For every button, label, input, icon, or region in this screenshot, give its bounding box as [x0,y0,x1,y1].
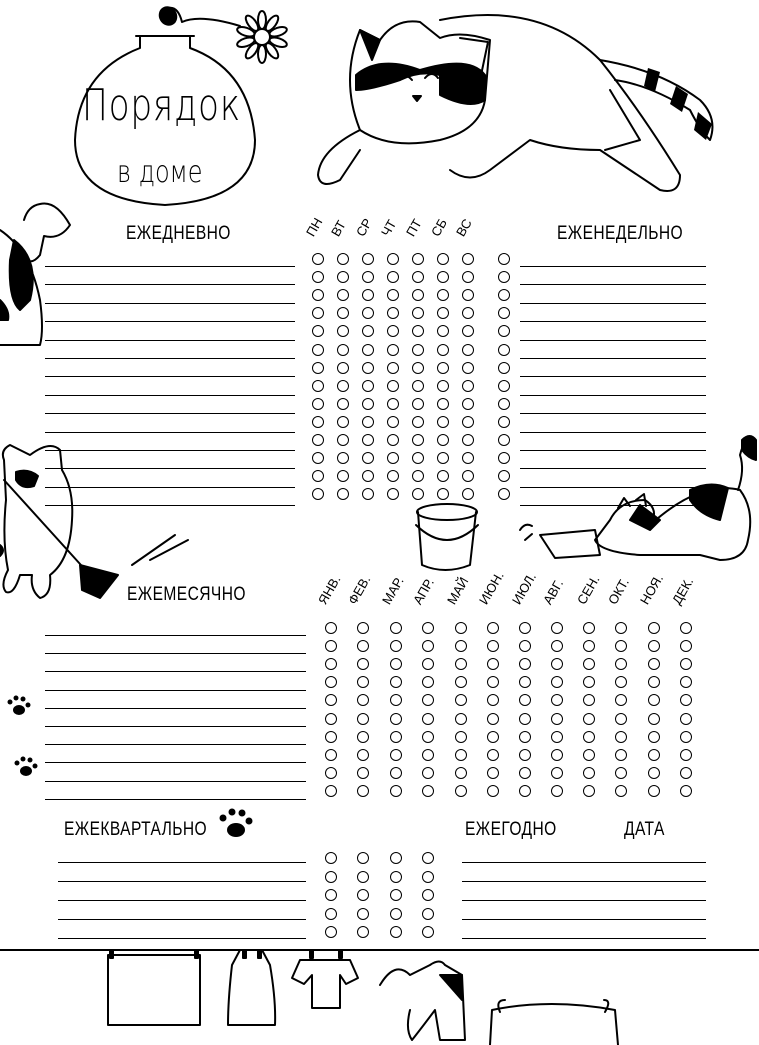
yearly-task-line[interactable] [462,862,706,863]
monthly-checkbox[interactable] [422,713,434,725]
daily-checkbox[interactable] [312,416,324,428]
daily-checkbox[interactable] [462,398,474,410]
daily-checkbox[interactable] [387,271,399,283]
weekly-task-line[interactable] [520,505,706,506]
monthly-checkbox[interactable] [519,731,531,743]
monthly-checkbox[interactable] [519,767,531,779]
daily-checkbox[interactable] [362,398,374,410]
daily-checkbox[interactable] [387,344,399,356]
monthly-checkbox[interactable] [680,731,692,743]
daily-task-line[interactable] [45,284,295,285]
monthly-checkbox[interactable] [583,785,595,797]
monthly-checkbox[interactable] [487,731,499,743]
monthly-checkbox[interactable] [487,785,499,797]
quarterly-task-line[interactable] [58,900,306,901]
monthly-checkbox[interactable] [615,622,627,634]
monthly-checkbox[interactable] [615,713,627,725]
monthly-task-line[interactable] [45,781,306,782]
quarterly-checkbox[interactable] [390,871,402,883]
monthly-checkbox[interactable] [357,767,369,779]
monthly-checkbox[interactable] [615,749,627,761]
weekly-task-line[interactable] [520,450,706,451]
monthly-checkbox[interactable] [325,767,337,779]
monthly-checkbox[interactable] [583,749,595,761]
daily-task-line[interactable] [45,266,295,267]
monthly-checkbox[interactable] [455,640,467,652]
daily-task-line[interactable] [45,450,295,451]
month-label: ИЮЛ. [509,570,540,607]
monthly-task-line[interactable] [45,799,306,800]
monthly-checkbox[interactable] [357,731,369,743]
daily-checkbox[interactable] [337,452,349,464]
daily-task-line[interactable] [45,505,295,506]
monthly-task-line[interactable] [45,635,306,636]
daily-checkbox[interactable] [462,452,474,464]
daily-checkbox[interactable] [462,380,474,392]
month-label: ОКТ. [605,575,632,607]
monthly-checkbox[interactable] [615,731,627,743]
quarterly-checkbox[interactable] [357,926,369,938]
daily-checkbox[interactable] [462,271,474,283]
monthly-checkbox[interactable] [390,640,402,652]
monthly-task-line[interactable] [45,653,306,654]
monthly-checkbox[interactable] [487,640,499,652]
weekday-label: ВТ [328,217,349,239]
weekday-label: СР [353,215,376,239]
daily-checkbox[interactable] [462,416,474,428]
monthly-checkbox[interactable] [680,622,692,634]
monthly-checkbox[interactable] [390,767,402,779]
peeking-cat-left-top [0,203,70,345]
weekly-checkbox[interactable] [498,398,510,410]
monthly-checkbox[interactable] [422,731,434,743]
monthly-checkbox[interactable] [422,785,434,797]
daily-checkbox[interactable] [387,434,399,446]
daily-task-line[interactable] [45,376,295,377]
monthly-checkbox[interactable] [648,749,660,761]
daily-checkbox[interactable] [362,434,374,446]
month-label: МАЙ [444,574,472,607]
daily-checkbox[interactable] [462,362,474,374]
daily-checkbox[interactable] [312,253,324,265]
daily-checkbox[interactable] [437,452,449,464]
daily-checkbox[interactable] [462,434,474,446]
daily-checkbox[interactable] [462,253,474,265]
monthly-checkbox[interactable] [583,713,595,725]
yearly-task-line[interactable] [462,881,706,882]
daily-checkbox[interactable] [412,362,424,374]
section-weekly-title: ЕЖЕНЕДЕЛЬНО [557,223,684,244]
daily-checkbox[interactable] [412,416,424,428]
monthly-checkbox[interactable] [680,785,692,797]
weekly-task-line[interactable] [520,303,706,304]
section-monthly-title: ЕЖЕМЕСЯЧНО [127,584,246,605]
daily-checkbox[interactable] [387,416,399,428]
daily-checkbox[interactable] [312,452,324,464]
monthly-checkbox[interactable] [583,767,595,779]
weekday-label: ПН [303,215,326,239]
monthly-checkbox[interactable] [325,731,337,743]
monthly-checkbox[interactable] [551,731,563,743]
monthly-checkbox[interactable] [455,749,467,761]
paw-icon [8,696,253,838]
weekly-task-line[interactable] [520,432,706,433]
monthly-checkbox[interactable] [519,785,531,797]
daily-checkbox[interactable] [437,416,449,428]
quarterly-checkbox[interactable] [325,926,337,938]
daily-task-line[interactable] [45,468,295,469]
monthly-checkbox[interactable] [551,622,563,634]
monthly-checkbox[interactable] [390,622,402,634]
daily-checkbox[interactable] [337,362,349,374]
quarterly-checkbox[interactable] [390,889,402,901]
daily-task-line[interactable] [45,358,295,359]
quarterly-checkbox[interactable] [422,908,434,920]
monthly-checkbox[interactable] [357,785,369,797]
monthly-task-line[interactable] [45,708,306,709]
daily-checkbox[interactable] [337,271,349,283]
monthly-checkbox[interactable] [680,767,692,779]
weekly-task-line[interactable] [520,321,706,322]
monthly-checkbox[interactable] [551,767,563,779]
section-quarterly-title: ЕЖЕКВАРТАЛЬНО [64,819,208,840]
month-label: ФЕВ. [345,572,374,607]
daily-checkbox[interactable] [412,398,424,410]
quarterly-checkbox[interactable] [325,889,337,901]
daily-checkbox[interactable] [337,416,349,428]
monthly-checkbox[interactable] [357,640,369,652]
monthly-checkbox[interactable] [455,731,467,743]
weekly-task-line[interactable] [520,395,706,396]
daily-checkbox[interactable] [412,344,424,356]
daily-checkbox[interactable] [362,253,374,265]
daily-checkbox[interactable] [337,398,349,410]
yearly-task-line[interactable] [462,900,706,901]
weekly-checkbox[interactable] [498,434,510,446]
section-yearly-title: ЕЖЕГОДНО [465,819,557,840]
daily-checkbox[interactable] [412,271,424,283]
monthly-task-line[interactable] [45,671,306,672]
weekly-task-line[interactable] [520,487,706,488]
monthly-checkbox[interactable] [648,767,660,779]
quarterly-checkbox[interactable] [357,852,369,864]
daily-checkbox[interactable] [412,253,424,265]
weekly-checkbox[interactable] [498,344,510,356]
quarterly-checkbox[interactable] [422,852,434,864]
monthly-checkbox[interactable] [357,749,369,761]
daily-task-line[interactable] [45,487,295,488]
weekly-task-line[interactable] [520,358,706,359]
daily-checkbox[interactable] [362,380,374,392]
quarterly-checkbox[interactable] [390,852,402,864]
daily-checkbox[interactable] [437,253,449,265]
monthly-checkbox[interactable] [648,785,660,797]
monthly-checkbox[interactable] [519,713,531,725]
quarterly-task-line[interactable] [58,919,306,920]
weekly-checkbox[interactable] [498,416,510,428]
daily-checkbox[interactable] [412,434,424,446]
weekly-checkbox[interactable] [498,362,510,374]
monthly-checkbox[interactable] [487,767,499,779]
daily-checkbox[interactable] [312,380,324,392]
yearly-task-line[interactable] [462,938,706,939]
daily-checkbox[interactable] [437,398,449,410]
daily-checkbox[interactable] [362,344,374,356]
monthly-checkbox[interactable] [615,767,627,779]
monthly-checkbox[interactable] [583,731,595,743]
quarterly-task-line[interactable] [58,938,306,939]
monthly-checkbox[interactable] [422,622,434,634]
monthly-checkbox[interactable] [519,749,531,761]
quarterly-checkbox[interactable] [357,889,369,901]
monthly-checkbox[interactable] [422,640,434,652]
quarterly-checkbox[interactable] [422,871,434,883]
daily-checkbox[interactable] [362,416,374,428]
quarterly-checkbox[interactable] [325,852,337,864]
section-daily-title: ЕЖЕДНЕВНО [126,223,231,244]
monthly-checkbox[interactable] [357,622,369,634]
month-label: ИЮН. [476,568,507,607]
daily-checkbox[interactable] [412,380,424,392]
monthly-checkbox[interactable] [583,622,595,634]
quarterly-checkbox[interactable] [325,908,337,920]
daily-checkbox[interactable] [412,452,424,464]
flower-icon [236,11,288,63]
monthly-checkbox[interactable] [551,749,563,761]
weekday-label: ПТ [403,216,425,239]
monthly-checkbox[interactable] [615,640,627,652]
monthly-checkbox[interactable] [519,622,531,634]
daily-checkbox[interactable] [312,434,324,446]
daily-checkbox[interactable] [337,253,349,265]
monthly-task-line[interactable] [45,690,306,691]
quarterly-checkbox[interactable] [357,908,369,920]
monthly-checkbox[interactable] [325,713,337,725]
monthly-checkbox[interactable] [680,713,692,725]
daily-checkbox[interactable] [437,344,449,356]
monthly-checkbox[interactable] [325,622,337,634]
monthly-checkbox[interactable] [390,713,402,725]
page-title: Порядок [82,80,241,131]
daily-task-line[interactable] [45,303,295,304]
weekday-label: СБ [428,215,450,239]
yearly-task-line[interactable] [462,919,706,920]
weekly-checkbox[interactable] [498,253,510,265]
daily-task-line[interactable] [45,413,295,414]
daily-checkbox[interactable] [312,344,324,356]
monthly-checkbox[interactable] [325,640,337,652]
daily-task-line[interactable] [45,432,295,433]
daily-checkbox[interactable] [387,398,399,410]
month-label: ДЕК. [669,574,697,607]
daily-checkbox[interactable] [437,434,449,446]
monthly-checkbox[interactable] [455,767,467,779]
monthly-checkbox[interactable] [487,622,499,634]
weekday-label: ВС [453,216,475,239]
monthly-checkbox[interactable] [615,785,627,797]
monthly-checkbox[interactable] [487,713,499,725]
daily-checkbox[interactable] [387,362,399,374]
month-label: МАР. [379,574,407,607]
section-date-title: ДАТА [624,819,665,840]
monthly-checkbox[interactable] [390,731,402,743]
monthly-checkbox[interactable] [519,640,531,652]
monthly-checkbox[interactable] [455,622,467,634]
monthly-checkbox[interactable] [551,785,563,797]
weekday-label: ЧТ [378,217,400,239]
quarterly-task-line[interactable] [58,881,306,882]
weekly-task-line[interactable] [520,413,706,414]
bucket-icon [416,504,478,570]
daily-checkbox[interactable] [312,398,324,410]
monthly-checkbox[interactable] [680,640,692,652]
daily-checkbox[interactable] [312,271,324,283]
daily-checkbox[interactable] [387,380,399,392]
quarterly-checkbox[interactable] [390,926,402,938]
daily-checkbox[interactable] [337,434,349,446]
monthly-checkbox[interactable] [551,640,563,652]
monthly-checkbox[interactable] [583,640,595,652]
weekly-task-line[interactable] [520,284,706,285]
daily-checkbox[interactable] [437,271,449,283]
stretching-cat-illustration [520,436,756,560]
daily-checkbox[interactable] [362,271,374,283]
month-label: НОЯ. [637,571,667,607]
daily-checkbox[interactable] [362,362,374,374]
page-subtitle: в доме [117,155,203,190]
lying-cat-illustration [318,15,712,191]
daily-checkbox[interactable] [462,344,474,356]
daily-checkbox[interactable] [387,253,399,265]
quarterly-checkbox[interactable] [390,908,402,920]
monthly-checkbox[interactable] [648,640,660,652]
monthly-checkbox[interactable] [680,749,692,761]
monthly-checkbox[interactable] [487,749,499,761]
monthly-checkbox[interactable] [325,749,337,761]
monthly-checkbox[interactable] [357,713,369,725]
daily-checkbox[interactable] [337,380,349,392]
monthly-checkbox[interactable] [551,713,563,725]
daily-task-line[interactable] [45,321,295,322]
monthly-checkbox[interactable] [648,713,660,725]
quarterly-checkbox[interactable] [422,889,434,901]
monthly-checkbox[interactable] [648,622,660,634]
month-label: АПР. [410,575,437,607]
clothesline-illustration [0,950,759,1045]
daily-checkbox[interactable] [337,344,349,356]
quarterly-task-line[interactable] [58,862,306,863]
month-label: СЕН. [574,572,603,607]
monthly-task-line[interactable] [45,762,306,763]
monthly-task-line[interactable] [45,726,306,727]
weekly-task-line[interactable] [520,376,706,377]
daily-checkbox[interactable] [362,452,374,464]
monthly-checkbox[interactable] [390,749,402,761]
monthly-checkbox[interactable] [390,785,402,797]
monthly-checkbox[interactable] [648,731,660,743]
monthly-checkbox[interactable] [455,785,467,797]
monthly-checkbox[interactable] [455,713,467,725]
month-label: ЯНВ. [315,572,344,607]
daily-task-line[interactable] [45,340,295,341]
daily-checkbox[interactable] [312,362,324,374]
quarterly-checkbox[interactable] [325,871,337,883]
month-label: АВГ. [540,576,567,607]
monthly-checkbox[interactable] [422,749,434,761]
weekly-checkbox[interactable] [498,452,510,464]
daily-checkbox[interactable] [387,452,399,464]
monthly-checkbox[interactable] [325,785,337,797]
monthly-task-line[interactable] [45,744,306,745]
quarterly-checkbox[interactable] [357,871,369,883]
weekly-task-line[interactable] [520,340,706,341]
weekly-task-line[interactable] [520,468,706,469]
monthly-checkbox[interactable] [422,767,434,779]
weekly-checkbox[interactable] [498,380,510,392]
daily-checkbox[interactable] [437,362,449,374]
daily-checkbox[interactable] [437,380,449,392]
weekly-task-line[interactable] [520,266,706,267]
weekly-checkbox[interactable] [498,271,510,283]
daily-task-line[interactable] [45,395,295,396]
quarterly-checkbox[interactable] [422,926,434,938]
